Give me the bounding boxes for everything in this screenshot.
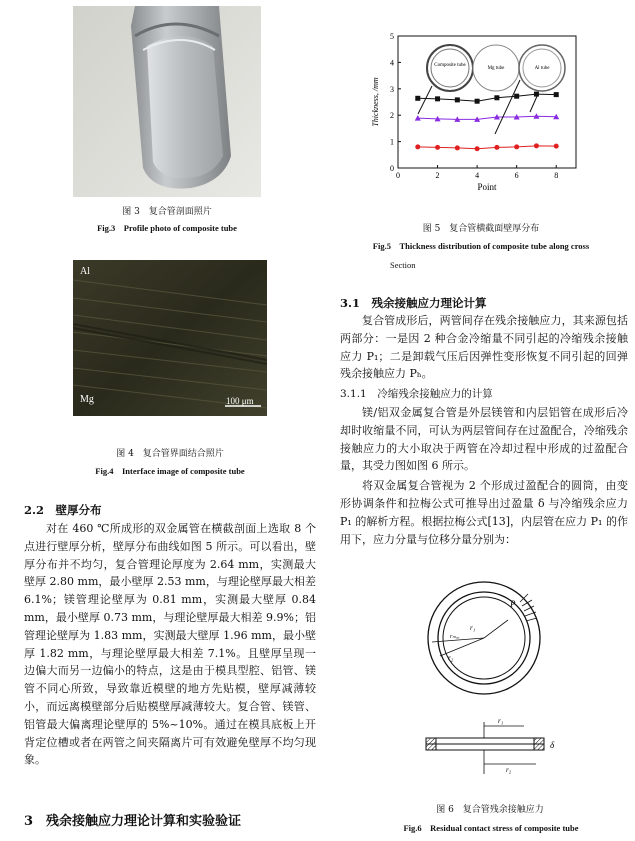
series-point	[435, 145, 440, 150]
inset-composite-tube	[427, 45, 473, 91]
fig6-caption-cn: 图 6 复合管残余接触应力	[436, 805, 544, 815]
section-2-2-paragraph: 对在 460 ℃所成形的双金属管在横截剖面上选取 8 个点进行壁厚分析，壁厚分布曲线如图 5 所示。可以看出，壁厚分布并不均匀，复合管理论厚度为 2.64 mm，实测最大壁厚 2.80 mm，最小壁厚 2.53 mm，与理论壁厚最大相差 6.1%；镁管理论壁厚为 0.81 mm，实测最大壁厚 0.84 mm，最小壁厚 0.73 mm，与理论壁厚最大相差 9.9%；铝管理论壁厚为 1.83 mm，实测最大壁厚 1.96 mm，最小壁厚 1.82 mm，与理论壁厚最大相差 7.1%。且壁厚呈现一边偏大而另一边偏小的特点，这是由于模具型腔、铝管、镁管不同心所致，导致靠近模壁的地方先贴模，壁厚减薄较小，而远离模壁部分后贴模壁厚减薄较大。复合管、镁管、铝管最大偏离理论壁厚的 5%~10%。通过在模具底板上开背定位槽或者在两管之间夹隔离片可有效避免壁厚不均匀现象。	[24, 522, 316, 767]
y-tick-label: 0	[390, 164, 394, 173]
x-tick-label: 8	[554, 171, 559, 180]
fig6-caption-en: Fig.6 Residual contact stress of composite tube	[403, 823, 579, 833]
fig3-caption-cn: 图 3 复合管剖面照片	[122, 207, 212, 217]
fig5-chart	[370, 28, 592, 200]
inset-composite-label: Composite tube	[434, 63, 466, 68]
fig6-diagram	[412, 574, 576, 788]
fig4-scale-bar-label: 100 μm	[226, 396, 254, 406]
series-point	[475, 146, 480, 151]
series-point	[534, 92, 539, 97]
fig6-dim-r1: r₁	[498, 717, 504, 725]
series-point	[514, 94, 519, 99]
fig4-caption-en: Fig.4 Interface image of composite tube	[95, 466, 245, 476]
fig6-label-r1: r₁	[470, 624, 476, 632]
series-point	[554, 92, 559, 97]
inset-mg-label: Mg tube	[487, 66, 505, 71]
section-3-1-paragraph: 复合管成形后，两管间存在残余接触应力，其来源包括两部分：一是因 2 种合金冷缩量不同引起的冷缩残余接触应力 P₁；二是卸载气压后因弹性变形恢复不同引起的回弹残余接触应力 Pₕ。	[340, 314, 628, 381]
x-tick-label: 6	[514, 171, 519, 180]
series-point	[455, 145, 460, 150]
x-tick-label: 2	[435, 171, 440, 180]
series-point	[554, 144, 559, 149]
y-tick-label: 3	[390, 84, 394, 94]
fig5-caption-en-line1: Fig.5 Thickness distribution of composite tube along cross	[372, 241, 590, 251]
section-3-1-body	[340, 312, 628, 383]
fig4-label-mg: Mg	[80, 394, 94, 405]
series-point	[534, 143, 539, 148]
fig4-caption-cn: 图 4 复合管界面结合照片	[116, 449, 224, 459]
fig6-dim-r2: r₂	[506, 766, 512, 774]
fig6-label-p: P	[510, 599, 516, 609]
fig3-caption-en: Fig.3 Profile photo of composite tube	[97, 223, 237, 233]
section-3-1-1-body	[340, 404, 628, 548]
series-point	[455, 97, 460, 102]
series-point	[494, 145, 499, 150]
fig4-micrograph	[73, 260, 267, 416]
y-tick-label: 1	[390, 137, 394, 147]
fig6-label-rm: rₘₐₓ	[450, 634, 460, 640]
fig6-label-delta: δ	[550, 740, 555, 750]
fig5-caption-en-line2: Section	[390, 260, 416, 270]
section-3-1-1-paragraph-2: 将双金属复合管视为 2 个形成过盈配合的圆筒，由变形协调条件和拉梅公式可推导出过盈量 δ 与冷缩残余应力 P₁ 的解析方程。根据拉梅公式[13]，内层管在应力 P₁ 的作用下，应力分量与位移分量分别为：	[340, 479, 628, 546]
section-3-1-1-paragraph-1: 镁/铝双金属复合管是外层镁管和内层铝管在成形后冷却时收缩量不同，可认为两层管间存在过盈配合，冷缩残余接触应力的大小取决于两管在冷却过程中形成的过盈配合量，其受力图如图 6 所示。	[340, 406, 628, 473]
series-point	[514, 144, 519, 149]
section-3-1-heading: 3.1 残余接触应力理论计算	[340, 296, 487, 310]
fig6-label-r2: r₂	[448, 654, 454, 662]
section-2-2-body	[24, 520, 316, 769]
fig4-label-al: Al	[80, 266, 90, 277]
x-tick-label: 4	[475, 171, 480, 180]
series-point	[415, 96, 420, 101]
fig3-photo	[73, 6, 261, 197]
section-3-1-1-heading: 3.1.1 冷缩残余接触应力的计算	[340, 388, 493, 400]
y-tick-label: 5	[390, 32, 394, 41]
section-2-2-heading: 2.2 壁厚分布	[24, 503, 102, 517]
chart-xlabel: Point	[477, 182, 497, 192]
chart-ylabel: Thickness, /mm	[371, 77, 380, 127]
inset-al-tube	[519, 45, 565, 91]
series-point	[475, 99, 480, 104]
series-point	[415, 144, 420, 149]
x-tick-label: 0	[396, 171, 400, 180]
fig5-caption-cn: 图 5 复合管横截面壁厚分布	[422, 224, 540, 234]
inset-al-label: Al tube	[534, 66, 550, 71]
series-point	[494, 95, 499, 100]
y-tick-label: 2	[390, 111, 394, 121]
section-3-heading: 3 残余接触应力理论计算和实验验证	[24, 814, 242, 829]
inset-mg-tube	[473, 45, 519, 91]
y-tick-label: 4	[390, 58, 394, 68]
series-point	[435, 96, 440, 101]
